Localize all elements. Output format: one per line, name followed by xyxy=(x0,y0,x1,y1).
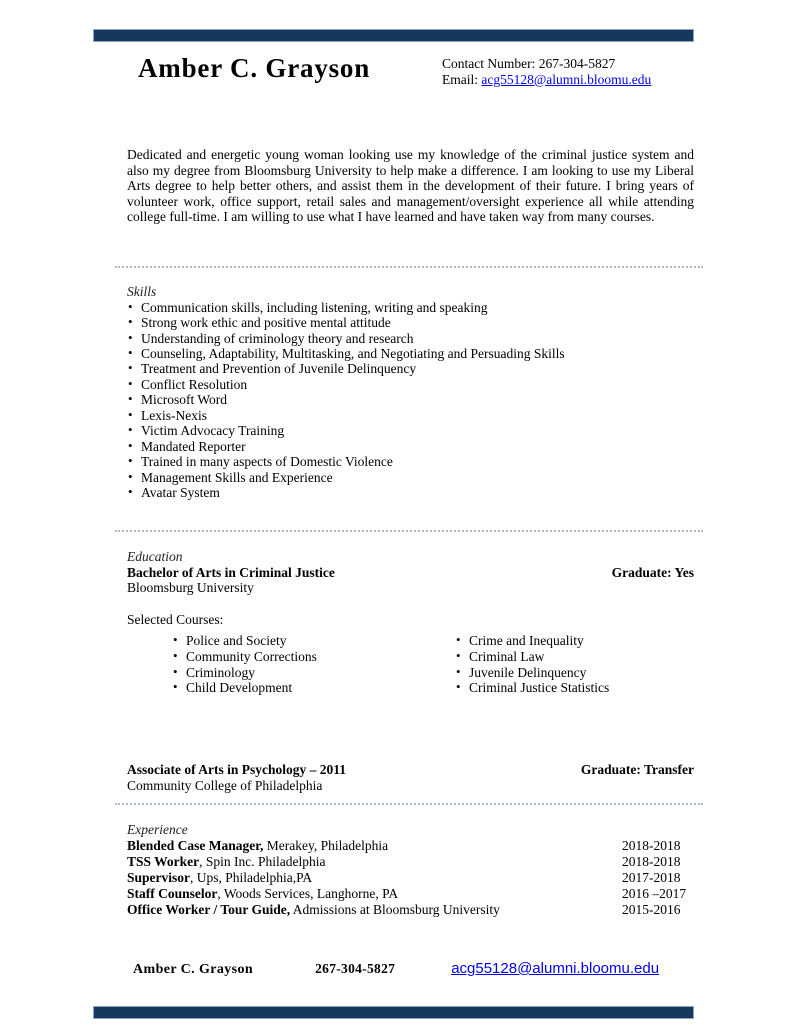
section-separator xyxy=(115,266,703,268)
skill-item: • Microsoft Word xyxy=(127,392,694,407)
email-link[interactable]: acg55128@alumni.bloomu.edu xyxy=(481,71,652,87)
skills-list xyxy=(127,300,694,501)
bachelor-degree-row xyxy=(127,565,694,581)
education-section xyxy=(127,549,694,696)
section-separator xyxy=(115,530,703,532)
job-row xyxy=(127,838,694,854)
footer-email-link[interactable]: acg55128@alumni.bloomu.edu xyxy=(451,960,660,977)
skill-item: • Communication skills, including listening, writing and speaking xyxy=(127,300,694,315)
skill-item: • Mandated Reporter xyxy=(127,439,694,454)
course-item: • Juvenile Delinquency xyxy=(455,665,609,681)
degree-name: Associate of Arts in Psychology – 2011 xyxy=(127,762,346,777)
contact-block xyxy=(442,51,694,87)
selected-courses-label: Selected Courses: xyxy=(127,611,224,627)
contact-number-line: Contact Number: 267-304-5827 xyxy=(442,56,616,71)
courses-left-column xyxy=(172,633,455,696)
job-row xyxy=(127,854,694,870)
skills-title: Skills xyxy=(127,284,157,299)
top-accent-bar xyxy=(93,29,694,42)
skills-section xyxy=(127,284,694,500)
skill-item: • Understanding of criminology theory and research xyxy=(127,331,694,346)
job-years: 2017-2018 xyxy=(622,869,681,885)
skill-item: • Treatment and Prevention of Juvenile Delinquency xyxy=(127,361,694,376)
footer xyxy=(93,961,694,978)
skill-item: • Victim Advocacy Training xyxy=(127,423,694,438)
course-item: • Criminology xyxy=(172,665,455,681)
skill-item: • Management Skills and Experience xyxy=(127,470,694,485)
school-name: Bloomsburg University xyxy=(127,580,254,596)
graduate-status: Graduate: Yes xyxy=(611,564,694,580)
experience-title: Experience xyxy=(127,822,188,837)
job-row xyxy=(127,886,694,902)
associate-degree-row xyxy=(127,762,694,778)
bottom-accent-bar xyxy=(93,1006,694,1019)
job-row xyxy=(127,902,694,918)
job-title-org: Office Worker / Tour Guide, Admissions at Bloomsburg University xyxy=(127,901,500,917)
job-years: 2018-2018 xyxy=(622,853,681,869)
job-years: 2015-2016 xyxy=(622,901,681,917)
job-years: 2018-2018 xyxy=(622,837,681,853)
page-title: Amber C. Grayson xyxy=(138,53,371,83)
job-years: 2016 –2017 xyxy=(622,885,687,901)
education-title: Education xyxy=(127,549,183,564)
course-item: • Criminal Law xyxy=(455,649,609,665)
school-name: Community College of Philadelphia xyxy=(127,777,323,793)
experience-section xyxy=(127,822,694,918)
skill-item: • Trained in many aspects of Domestic Violence xyxy=(127,454,694,469)
course-item: • Child Development xyxy=(172,680,455,696)
course-item: • Police and Society xyxy=(172,633,455,649)
course-item: • Criminal Justice Statistics xyxy=(455,680,609,696)
courses-right-column xyxy=(455,633,609,696)
degree-name: Bachelor of Arts in Criminal Justice xyxy=(127,564,335,580)
skill-item: • Lexis-Nexis xyxy=(127,408,694,423)
skill-item: • Avatar System xyxy=(127,485,694,500)
job-title-org: Blended Case Manager, Merakey, Philadelphia xyxy=(127,837,389,853)
summary-paragraph: Dedicated and energetic young woman looking use my knowledge of the criminal justice system and also my degree from Bloomsburg University to help make a difference. I am looking to use my Liberal Arts degree to help better others, and assist them in the development of their future. I bring years of volunteer work, office support, retail sales and management/oversight experience all while attending college full-time. I am willing to use what I have learned and have taken way from many courses. xyxy=(127,147,694,225)
footer-name: Amber C. Grayson xyxy=(133,962,254,977)
graduate-status: Graduate: Transfer xyxy=(580,762,694,777)
job-title-org: TSS Worker, Spin Inc. Philadelphia xyxy=(127,853,326,869)
email-line: Email: acg55128@alumni.bloomu.edu xyxy=(442,71,652,87)
section-separator xyxy=(115,803,703,805)
skill-item: • Strong work ethic and positive mental attitude xyxy=(127,315,694,330)
job-title-org: Staff Counselor, Woods Services, Langhorne, PA xyxy=(127,885,399,901)
associate-degree-block xyxy=(127,762,694,793)
job-title-org: Supervisor, Ups, Philadelphia,PA xyxy=(127,869,313,885)
skill-item: • Counseling, Adaptability, Multitasking, and Negotiating and Persuading Skills xyxy=(127,346,694,361)
contact-number: 267-304-5827 xyxy=(538,56,616,71)
resume-header xyxy=(93,51,694,87)
courses-columns xyxy=(127,633,694,696)
footer-phone: 267-304-5827 xyxy=(315,961,396,976)
course-item: • Crime and Inequality xyxy=(455,633,609,649)
skill-item: • Conflict Resolution xyxy=(127,377,694,392)
job-row xyxy=(127,870,694,886)
course-item: • Community Corrections xyxy=(172,649,455,665)
